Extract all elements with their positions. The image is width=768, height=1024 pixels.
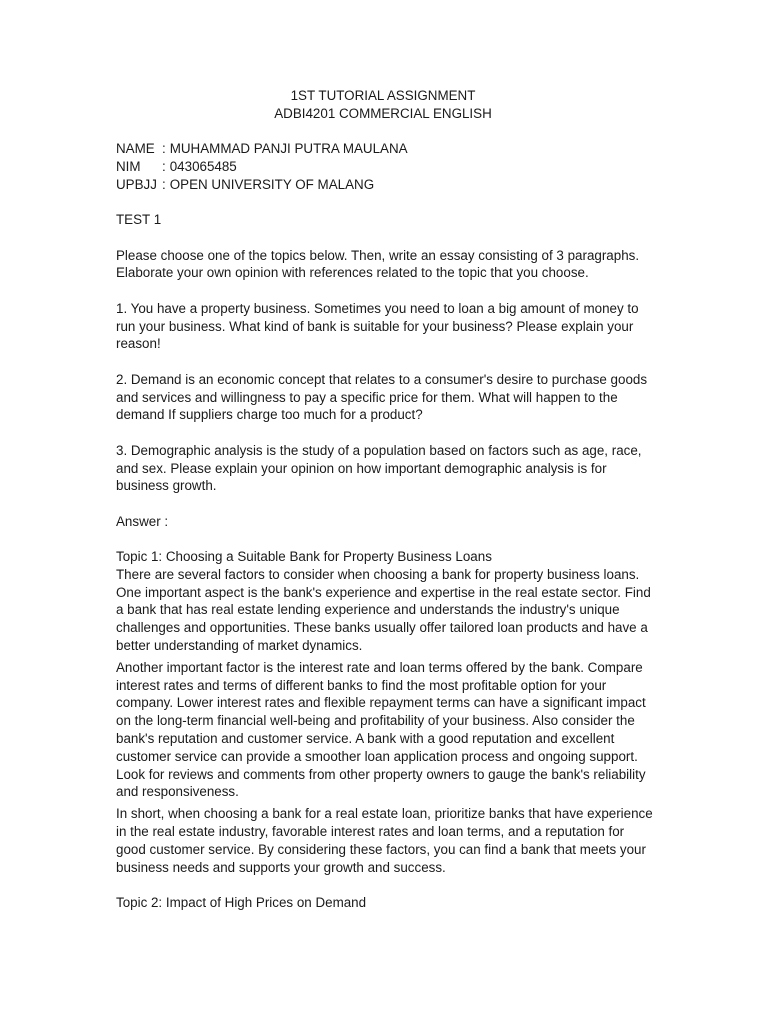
instructions-paragraph: Please choose one of the topics below. Then, write an essay consisting of 3 paragraphs. Elaborate your own opinion with references related to the topic that you choose. <box>116 247 640 281</box>
topic1-heading: Topic 1: Choosing a Suitable Bank for Property Business Loans <box>116 549 492 565</box>
course-title: ADBI4201 COMMERCIAL ENGLISH <box>274 105 492 121</box>
document-body <box>116 87 656 912</box>
identity-label: NIM <box>116 158 141 174</box>
identity-nim-row <box>116 158 656 176</box>
topic1-paragraph: Another important factor is the interest rate and loan terms offered by the bank. Compare interest rates and terms of different banks to find the most profitable option for your company. Lower interest rates and flexible repayment terms can have a significant impact on the long-term financial well-being and profitability of your business. Also consider the bank's reputation and customer service. A bank with a good reputation and excellent customer service can provide a smoother loan application process and ongoing support. Look for reviews and comments from other property owners to gauge the bank's reliability and responsiveness. <box>116 659 646 800</box>
identity-upbjj-row <box>116 176 656 194</box>
identity-value: MUHAMMAD PANJI PUTRA MAULANA <box>169 141 408 157</box>
topic-option-3: 3. Demographic analysis is the study of a population based on factors such as age, race, and sex. Please explain your opinion on how important demographic analysis is for business growth. <box>116 442 642 494</box>
assignment-title: 1ST TUTORIAL ASSIGNMENT <box>290 88 476 103</box>
identity-label: NAME <box>116 141 155 157</box>
topic-option-2: 2. Demand is an economic concept that relates to a consumer's desire to purchase goods and services and willingness to pay a specific price for them. What will happen to the demand If suppliers charge too much for a product? <box>116 371 648 423</box>
topic1-paragraph: There are several factors to consider when choosing a bank for property business loans. One important aspect is the bank's experience and expertise in the real estate sector. Find a bank that has real estate lending experience and understands the industry's unique challenges and opportunities. These banks usually offer tailored loan products and have a better understanding of market dynamics. <box>116 566 651 654</box>
identity-label: UPBJJ <box>116 176 157 192</box>
topic1-paragraph: In short, when choosing a bank for a real estate loan, prioritize banks that have experience in the real estate industry, favorable interest rates and loan terms, and a reputation for good customer service. By considering these factors, you can find a bank that meets your business needs and supports your growth and success. <box>116 806 653 875</box>
identity-value: OPEN UNIVERSITY OF MALANG <box>169 176 375 192</box>
identity-value: 043065485 <box>169 158 237 174</box>
topic2-heading: Topic 2: Impact of High Prices on Demand <box>116 895 367 911</box>
identity-separator: : <box>162 141 166 157</box>
test-heading: TEST 1 <box>116 212 162 228</box>
identity-separator: : <box>162 176 166 192</box>
identity-separator: : <box>162 158 166 174</box>
answer-label: Answer : <box>116 513 169 529</box>
identity-name-row <box>116 140 656 158</box>
topic-option-1: 1. You have a property business. Sometimes you need to loan a big amount of money to run your business. What kind of bank is suitable for your business? Please explain your reason! <box>116 300 639 352</box>
